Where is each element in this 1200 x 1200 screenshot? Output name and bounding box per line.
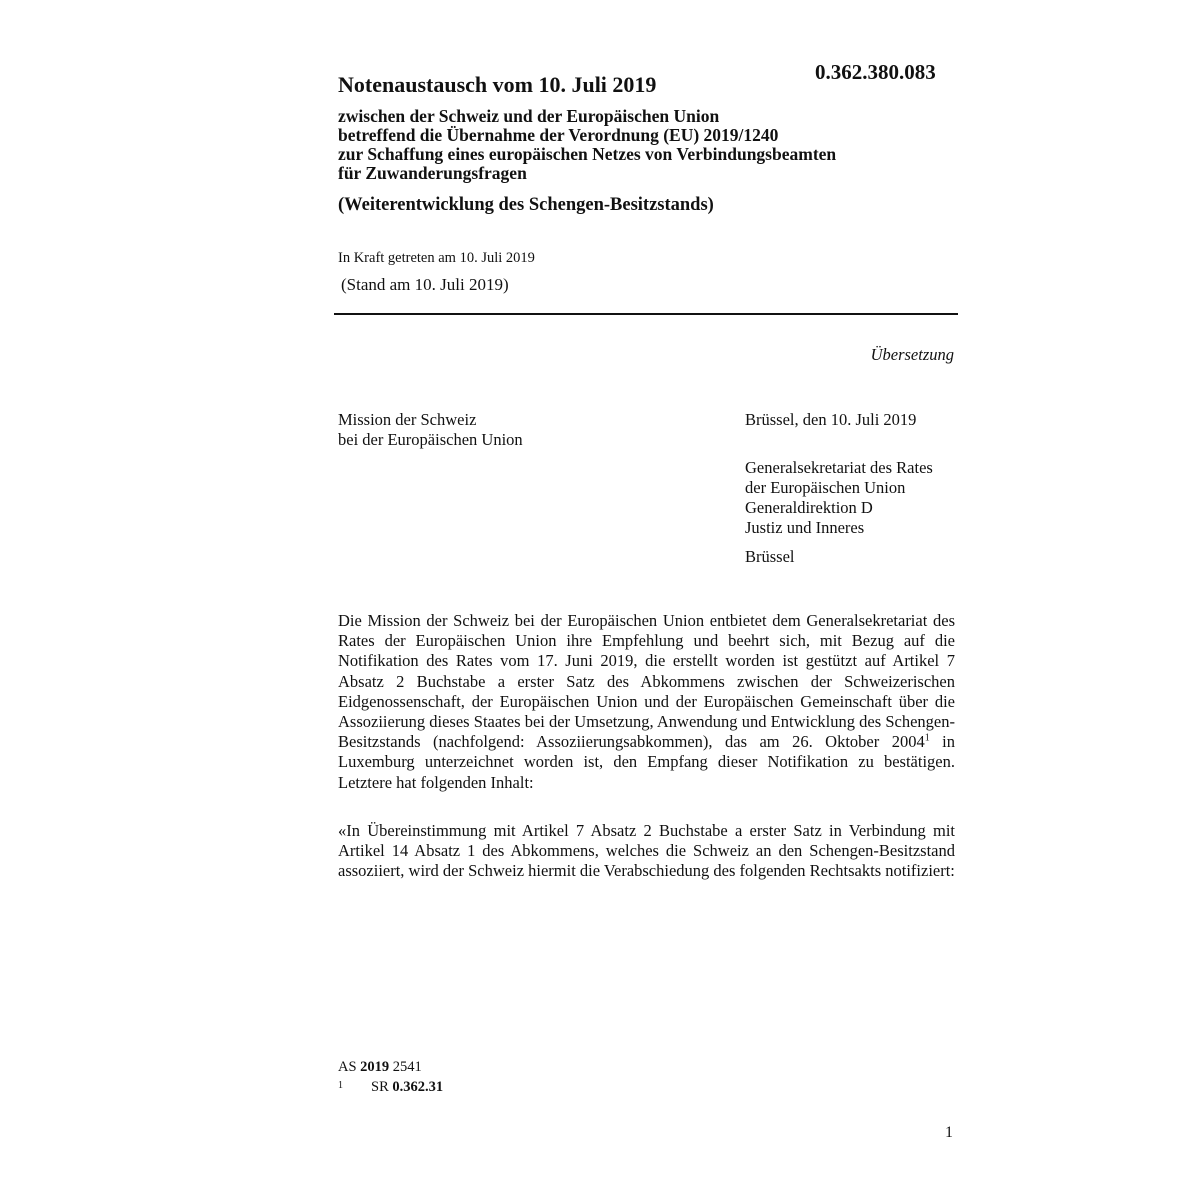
document-subtitle: [338, 107, 958, 183]
recipient-city: Brüssel: [745, 547, 795, 566]
subtitle-line: zur Schaffung eines europäischen Netzes von Verbindungsbeamten: [338, 144, 837, 164]
footnote: [338, 1079, 443, 1096]
recipient-line: Generalsekretariat des Rates: [745, 458, 933, 477]
sr-number: 0.362.380.083: [815, 60, 936, 84]
para1-text: Die Mission der Schweiz bei der Europäischen Union entbietet dem Generalsekretariat des Rates der Europäischen Union ihre Empfehlung und beehrt sich, mit Bezug auf die Notifikation des Rates vom 17. Juni 2019, die erstellt worden ist gestützt auf Artikel 7 Absatz 2 Buchstabe a erster Satz des Abkommens zwischen der Schweizerischen Eidgenossenschaft, der Europäischen Union und der Europäischen Gemeinschaft über die Assoziierung dieses Staates bei der Umsetzung, Anwendung und Entwicklung des Schengen-Besitzstands (nachfolgend: Assoziierungsabkommen), das am 26. Oktober 2004: [338, 611, 955, 752]
footnote-reference[interactable]: 1: [924, 732, 930, 744]
subtitle-line: betreffend die Übernahme der Verordnung (EU) 2019/1240: [338, 125, 779, 145]
body-paragraph-1: [338, 611, 955, 793]
footnote-prefix: SR: [371, 1079, 389, 1095]
recipient-line: der Europäischen Union: [745, 478, 906, 497]
as-page: 2541: [392, 1059, 422, 1075]
in-force-date: In Kraft getreten am 10. Juli 2019: [338, 250, 535, 266]
status-date: (Stand am 10. Juli 2019): [341, 275, 509, 294]
subtitle-line: für Zuwanderungsfragen: [338, 163, 527, 183]
page-number: 1: [945, 1124, 953, 1141]
body-paragraph-2: «In Übereinstimmung mit Artikel 7 Absatz 2 Buchstabe a erster Satz in Verbindung mit Artikel 14 Absatz 1 des Abkommens, welches die Schweiz an den Schengen-Besitzstand assoziiert, wird der Schweiz hiermit die Verabschiedung des folgenden Rechtsakts notifiziert:: [338, 821, 955, 881]
subtitle-schengen: (Weiterentwicklung des Schengen-Besitzstands): [338, 195, 714, 215]
footnote-mark: 1: [338, 1080, 343, 1091]
as-reference: [338, 1059, 422, 1076]
recipient-line: Justiz und Inneres: [745, 518, 865, 537]
as-year: 2019: [360, 1059, 390, 1075]
footnote-sr-ref[interactable]: 0.362.31: [392, 1079, 444, 1095]
sender-line: bei der Europäischen Union: [338, 430, 523, 449]
para1-text-continued: in Luxemburg unterzeichnet worden ist, den Empfang dieser Notifikation zu bestätigen. Letztere hat folgenden Inhalt:: [338, 732, 955, 792]
sender-line: Mission der Schweiz: [338, 410, 477, 429]
as-prefix: AS: [338, 1059, 357, 1075]
place-date: Brüssel, den 10. Juli 2019: [745, 410, 917, 429]
document-title: Notenaustausch vom 10. Juli 2019: [338, 72, 657, 97]
subtitle-line: zwischen der Schweiz und der Europäischen Union: [338, 106, 720, 126]
header-divider: [334, 313, 958, 315]
translation-label: Übersetzung: [870, 345, 954, 364]
recipient-address: [745, 458, 933, 538]
recipient-line: Generaldirektion D: [745, 498, 873, 517]
sender-address: [338, 410, 523, 450]
